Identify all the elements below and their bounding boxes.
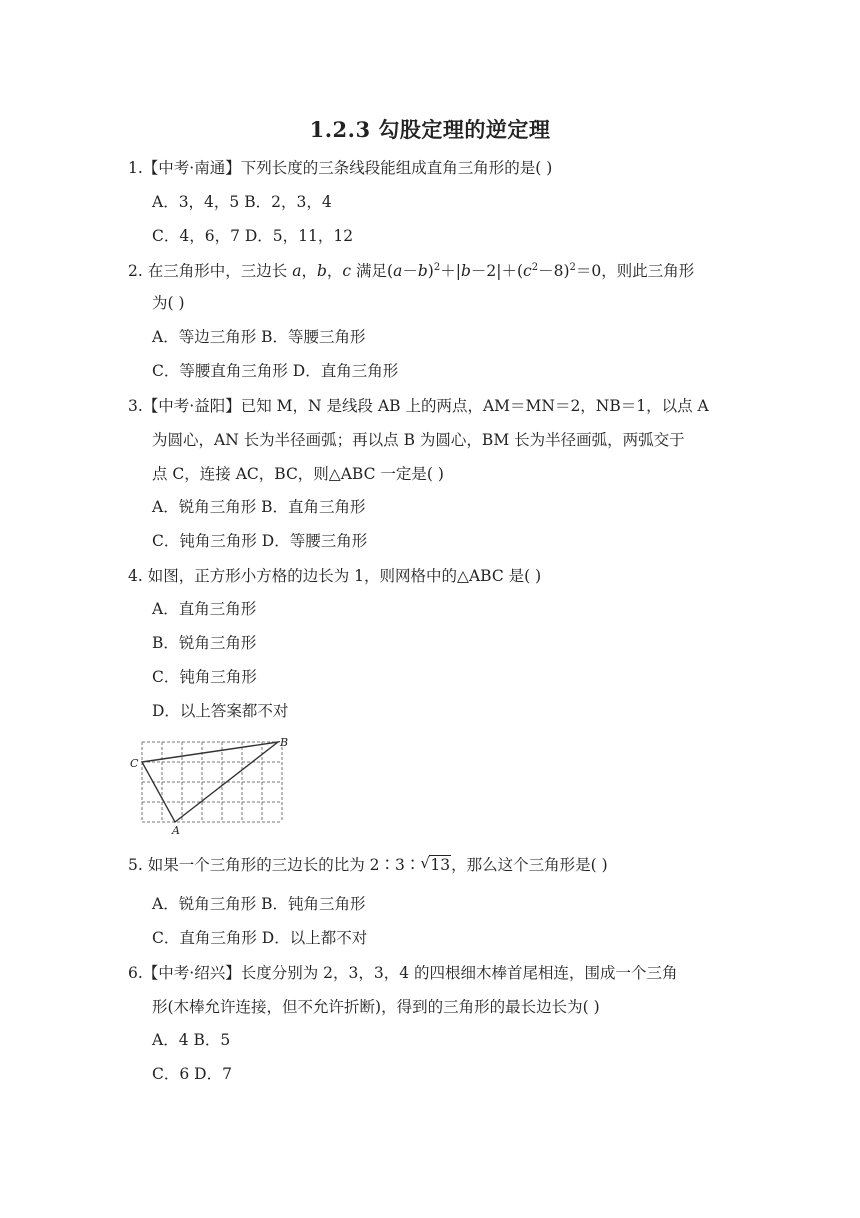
q4-option-b: B．锐角三角形: [152, 634, 257, 652]
question-text-post: ，那么这个三角形是( ): [451, 856, 608, 874]
question-4: [128, 565, 541, 587]
q1-options-row-1: A．3，4，5 B．2，3，4: [152, 193, 332, 211]
question-number: 2.: [128, 262, 143, 280]
question-1: [128, 157, 552, 179]
question-text: 【中考·益阳】已知 M，N 是线段 AB 上的两点，AM＝MN＝2，NB＝1，以点 A: [142, 397, 709, 415]
vertex-label-b: B: [280, 736, 289, 749]
q5-options-row-1: A．锐角三角形 B．钝角三角形: [152, 895, 366, 913]
q4-option-c: C．钝角三角形: [152, 668, 257, 686]
q4-option-a: A．直角三角形: [152, 600, 257, 618]
question-6-line-2: 形(木棒允许连接，但不允许折断)，得到的三角形的最长边长为( ): [152, 998, 600, 1016]
page-title: 1.2.3 勾股定理的逆定理: [309, 117, 551, 142]
vertex-label-a: A: [172, 824, 180, 837]
question-text: 【中考·绍兴】长度分别为 2，3，3，4 的四根细木棒首尾相连，围成一个三角: [142, 964, 678, 982]
question-number: 6.: [128, 964, 143, 982]
question-number: 4.: [128, 567, 143, 585]
q6-options-row-1: A．4 B．5: [152, 1031, 231, 1049]
radicand: 13: [430, 856, 451, 874]
question-6: [128, 962, 678, 984]
question-3: [128, 395, 709, 417]
q3-options-row-2: C．钝角三角形 D．等腰三角形: [152, 532, 368, 550]
q2-options-row-2: C．等腰直角三角形 D．直角三角形: [152, 362, 399, 380]
q3-options-row-1: A．锐角三角形 B．直角三角形: [152, 498, 366, 516]
question-text-post: ，则此三角形: [601, 262, 695, 280]
q2-options-row-1: A．等边三角形 B．等腰三角形: [152, 328, 366, 346]
question-2: [128, 260, 694, 282]
question-3-line-3: 点 C，连接 AC，BC，则△ABC 一定是( ): [152, 465, 444, 483]
grid-triangle-figure: [126, 734, 296, 838]
question-2-continued: 为( ): [152, 294, 185, 312]
vertex-label-c: C: [130, 757, 139, 770]
q5-options-row-2: C．直角三角形 D．以上都不对: [152, 929, 368, 947]
q4-option-d: D．以上答案都不对: [152, 702, 289, 720]
question-text: 如图，正方形小方格的边长为 1，则网格中的△ABC 是( ): [147, 567, 542, 585]
question-number: 1.: [128, 159, 143, 177]
question-number: 5.: [128, 856, 143, 874]
question-5: [128, 854, 608, 876]
question-text-pre: 如果一个三角形的三边长的比为 2∶3∶: [147, 856, 421, 874]
question-number: 3.: [128, 397, 143, 415]
dashed-grid: [142, 742, 282, 822]
question-text: 【中考·南通】下列长度的三条线段能组成直角三角形的是( ): [142, 159, 553, 177]
sqrt-expression: [420, 854, 451, 876]
q6-options-row-2: C．6 D．7: [152, 1065, 232, 1083]
question-text-pre: 在三角形中，三边长: [147, 262, 288, 280]
question-3-line-2: 为圆心，AN 长为半径画弧；再以点 B 为圆心，BM 长为半径画弧，两弧交于: [152, 431, 685, 449]
q1-options-row-2: C．4，6，7 D．5，11，12: [152, 227, 354, 245]
sqrt-symbol: √: [420, 854, 430, 872]
formula: a，b，c 满足$(a-b)^2+|b-2|+(c^2-8)^2=0$: [292, 262, 602, 280]
